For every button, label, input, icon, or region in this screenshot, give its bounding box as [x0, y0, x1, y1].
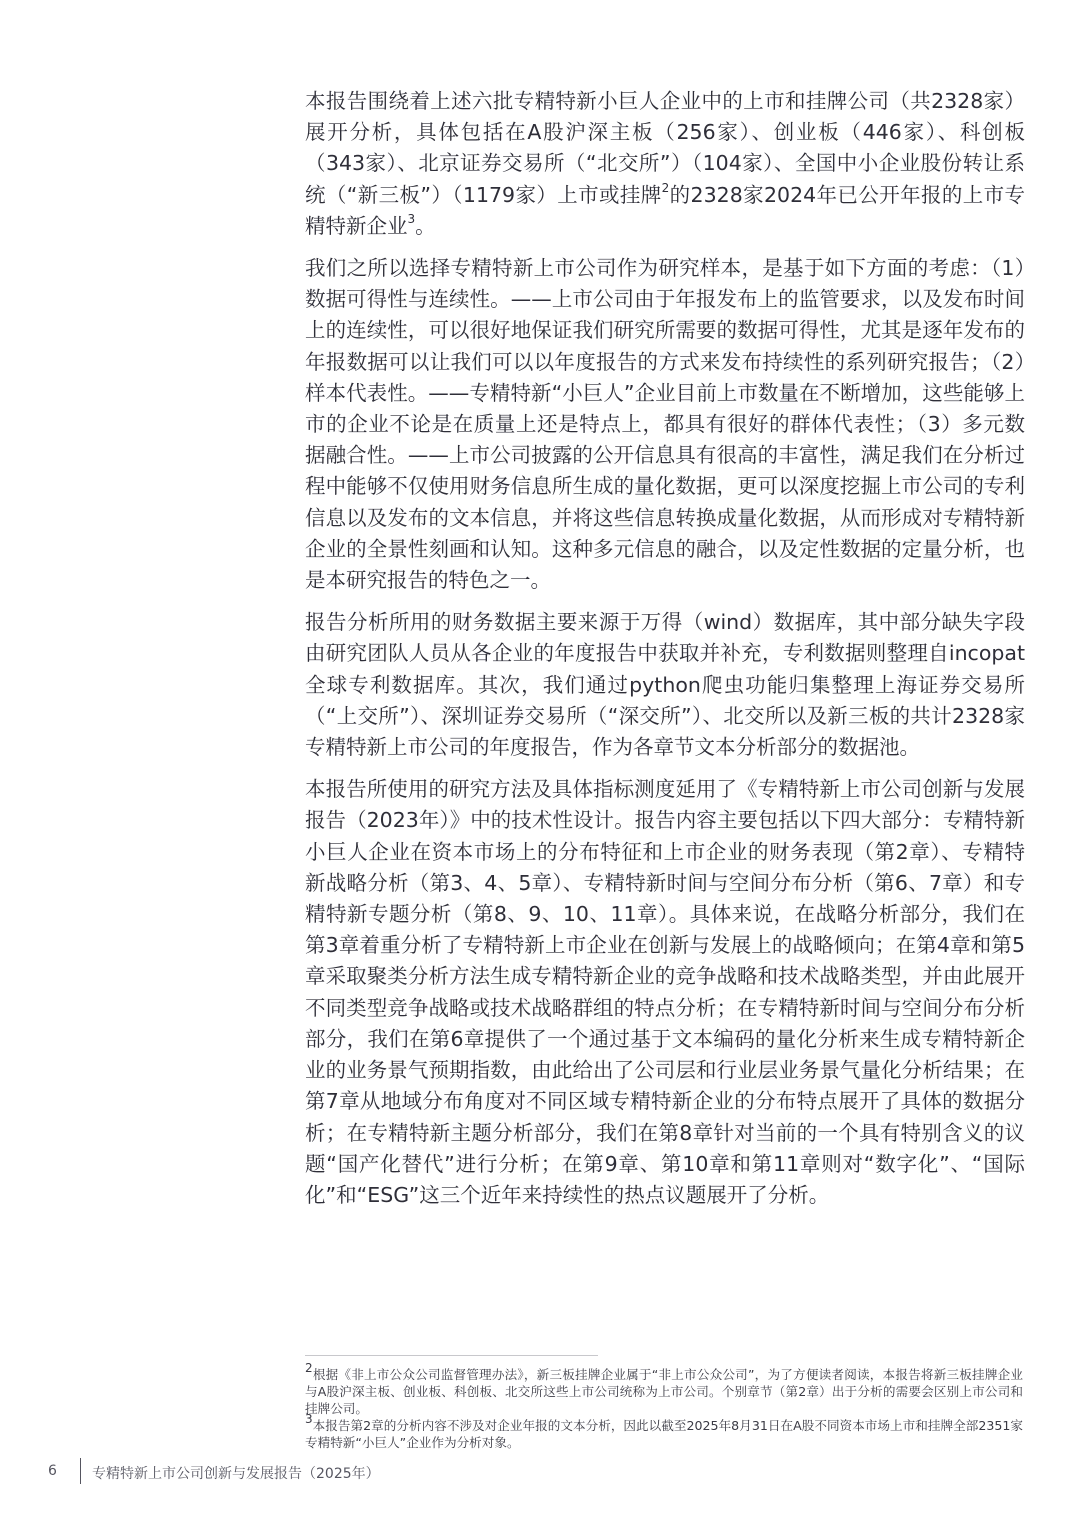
- footnote-mark: 2: [305, 1360, 313, 1375]
- footnotes: [305, 1360, 1023, 1451]
- paragraph-data-sources: 报告分析所用的财务数据主要来源于万得（wind）数据库，其中部分缺失字段由研究团队人员从各企业的年度报告中获取并补充，专利数据则整理自incopat全球专利数据库。其次，我们通过python爬虫功能归集整理上海证券交易所（“上交所”）、深圳证券交易所（“深交所”）、北交所以及新三板的共计2328家专精特新上市公司的年度报告，作为各章节文本分析部分的数据池。: [305, 610, 1025, 760]
- paragraph-sample-rationale: 我们之所以选择专精特新上市公司作为研究样本，是基于如下方面的考虑：（1）数据可得性与连续性。——上市公司由于年报发布上的监管要求，以及发布时间上的连续性，可以很好地保证我们研究所需要的数据可得性，尤其是逐年发布的年报数据可以让我们可以以年度报告的方式来发布持续性的系列研究报告；（2）样本代表性。——专精特新“小巨人”企业目前上市数量在不断增加，这些能够上市的企业不论是在质量上还是特点上，都具有很好的群体代表性；（3）多元数据融合性。——上市公司披露的公开信息具有很高的丰富性，满足我们在分析过程中能够不仅使用财务信息所生成的量化数据，更可以深度挖掘上市公司的专利信息以及发布的文本信息，并将这些信息转换成量化数据，从而形成对专精特新企业的全景性刻画和认知。这种多元信息的融合，以及定性数据的定量分析，也是本研究报告的特色之一。: [305, 256, 1025, 593]
- paragraph-text: 本报告围绕着上述六批专精特新小巨人企业中的上市和挂牌公司（共2328家）展开分析，具体包括在A股沪深主板（256家）、创业板（446家）、科创板（343家）、北京证券交易所（“北交所”）（104家）、全国中小企业股份转让系统（“新三板”）（1179家）上市或挂牌: [305, 89, 1025, 207]
- footnote-text: 本报告第2章的分析内容不涉及对企业年报的文本分析，因此以截至2025年8月31日在A股不同资本市场上市和挂牌全部2351家专精特新“小巨人”企业作为分析对象。: [305, 1418, 1023, 1450]
- footer-divider: [80, 1458, 81, 1484]
- footnote-2: [305, 1360, 1023, 1417]
- report-title: 专精特新上市公司创新与发展报告（2025年）: [92, 1466, 380, 1482]
- main-body-text: [305, 86, 1025, 1222]
- paragraph-text: 的2328家2024年已公开年报的上市专精特新企业: [305, 182, 1025, 238]
- paragraph-report-structure: 本报告所使用的研究方法及具体指标测度延用了《专精特新上市公司创新与发展报告（2023年）》中的技术性设计。报告内容主要包括以下四大部分：专精特新小巨人企业在资本市场上的分布特征和上市企业的财务表现（第2章）、专精特新战略分析（第3、4、5章）、专精特新时间与空间分布分析（第6、7章）和专精特新专题分析（第8、9、10、11章）。具体来说，在战略分析部分，我们在第3章着重分析了专精特新上市企业在创新与发展上的战略倾向；在第4章和第5章采取聚类分析方法生成专精特新企业的竞争战略和技术战略类型，并由此展开不同类型竞争战略或技术战略群组的特点分析；在专精特新时间与空间分布分析部分，我们在第6章提供了一个通过基于文本编码的量化分析来生成专精特新企业的业务景气预期指数，由此给出了公司层和行业层业务景气量化分析结果；在第7章从地域分布角度对不同区域专精特新企业的分布特点展开了具体的数据分析；在专精特新主题分析部分，我们在第8章针对当前的一个具有特别含义的议题“国产化替代”进行分析；在第9章、第10章和第11章则对“数字化”、“国际化”和“ESG”这三个近年来持续性的热点议题展开了分析。: [305, 777, 1025, 1207]
- footnote-ref-3[interactable]: 3: [407, 211, 416, 226]
- page-number: 6: [48, 1463, 57, 1479]
- footnote-divider: [305, 1355, 598, 1356]
- paragraph-text: 。: [415, 213, 436, 238]
- footnote-mark: 3: [305, 1411, 313, 1426]
- paragraph-sample-scope: [305, 86, 1025, 242]
- footnote-3: [305, 1411, 1023, 1451]
- footnote-text: 根据《非上市公众公司监督管理办法》，新三板挂牌企业属于“非上市公众公司”，为了方便读者阅读，本报告将新三板挂牌企业与A股沪深主板、创业板、科创板、北交所这些上市公司统称为上市公司。个别章节（第2章）出于分析的需要会区别上市公司和挂牌公司。: [305, 1367, 1023, 1416]
- footnote-ref-2[interactable]: 2: [661, 180, 670, 195]
